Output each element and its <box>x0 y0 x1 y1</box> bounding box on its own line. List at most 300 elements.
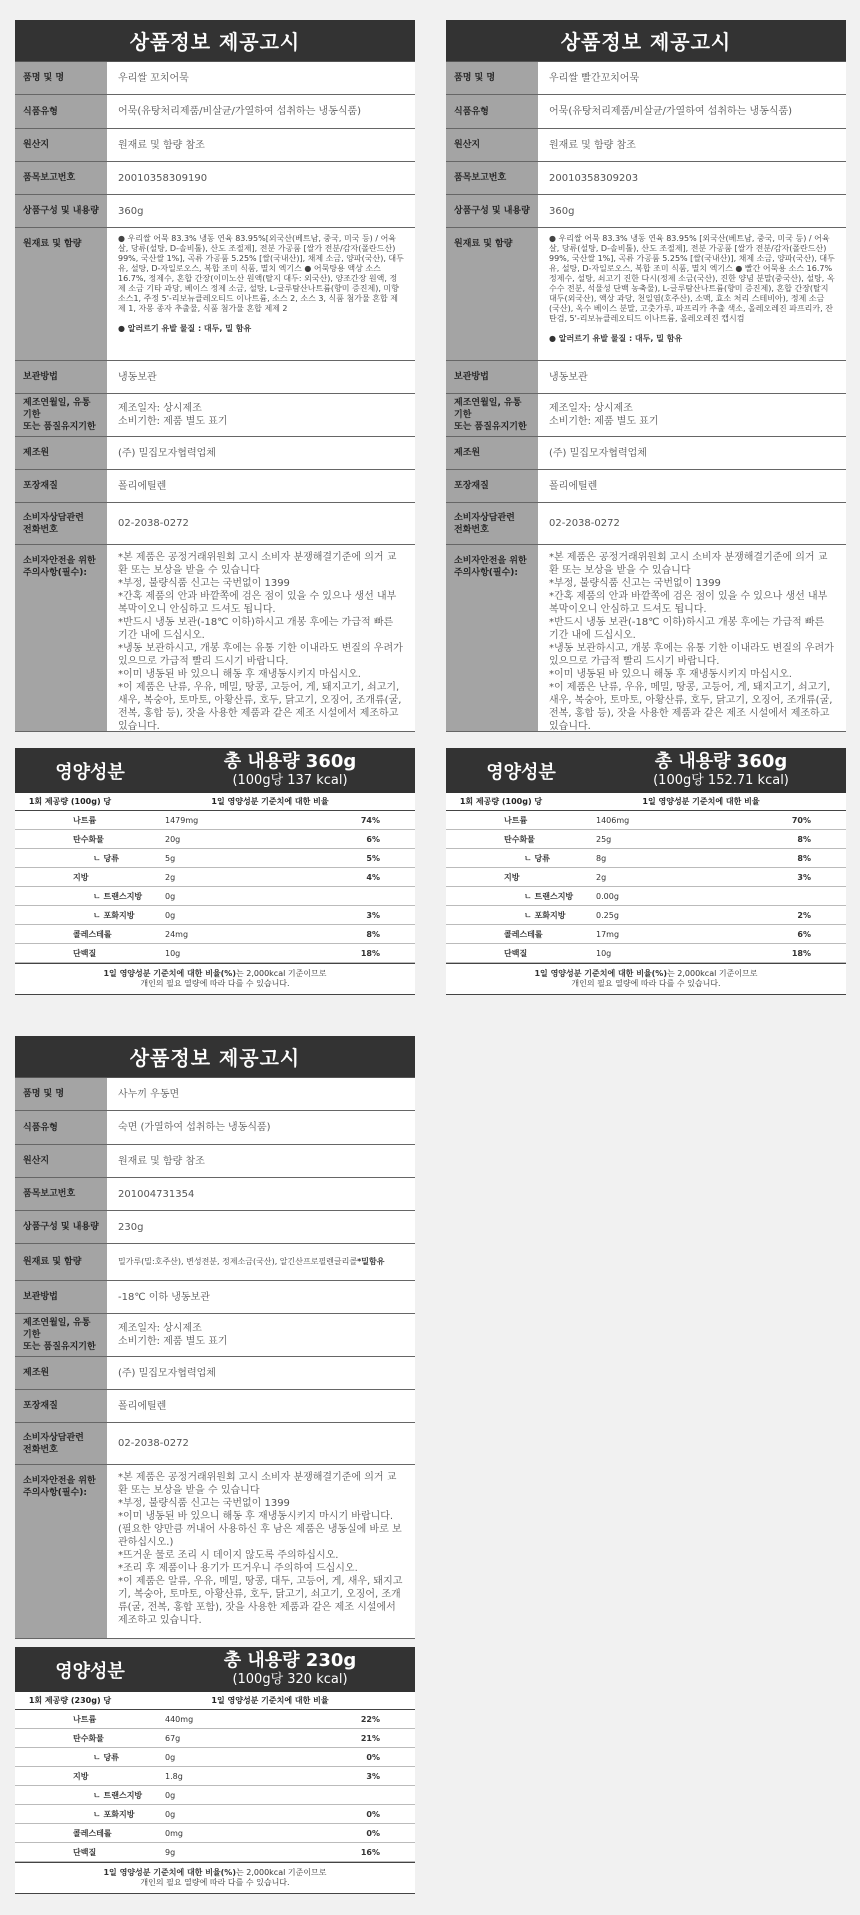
value-date <box>107 1314 415 1356</box>
info-title: 상품정보 제공고시 <box>15 20 415 61</box>
footnote-rest: 는 2,000kcal 기준이므로 <box>235 1868 327 1877</box>
product-info-panel-2 <box>446 20 846 732</box>
caution-line: *본 제품은 공정거래위원회 고시 소비자 분쟁해결기준에 의거 교환 또는 보상을 받을 수 있습니다 <box>118 1472 397 1496</box>
nutrient-name: 콜레스테롤 <box>504 929 543 939</box>
label-caution-line2: 주의사항(필수): <box>454 568 518 578</box>
label-caution-line2: 주의사항(필수): <box>23 568 87 578</box>
nutrient-amount: 25g <box>596 834 612 844</box>
label-maker: 제조원 <box>15 437 107 469</box>
ingredients-text: 밀가루(밀:호주산), 변성전분, 정제소금(국산), 알긴산프로필렌글리콜 <box>118 1257 358 1266</box>
nutrient-percent: 6% <box>366 834 380 844</box>
row-origin <box>15 1145 415 1178</box>
value-name: 사누끼 우동면 <box>107 1078 415 1110</box>
nutrient-name: ㄴ 포화지방 <box>93 1809 135 1819</box>
row-pack <box>15 470 415 503</box>
nutrition-row <box>15 1748 415 1767</box>
product-info-panel-1 <box>15 20 415 732</box>
row-date <box>446 394 846 437</box>
label-date-line2: 또는 품질유지기한 <box>23 422 96 432</box>
label-cs-line2: 전화번호 <box>454 524 489 535</box>
nutrient-percent: 16% <box>360 1847 380 1857</box>
row-ingredients <box>446 228 846 361</box>
nutrient-percent: 21% <box>360 1733 380 1743</box>
date-line1: 제조일자: 상시제조 <box>118 403 202 414</box>
date-line2: 소비기한: 제품 별도 표기 <box>118 416 228 427</box>
label-type: 식품유형 <box>15 1111 107 1144</box>
label-date <box>15 394 107 436</box>
value-date <box>538 394 846 436</box>
label-cs <box>15 503 107 544</box>
nutrient-percent: 70% <box>791 815 811 825</box>
nutrient-percent: 8% <box>797 834 811 844</box>
nutrient-name: ㄴ 트랜스지방 <box>93 1790 143 1800</box>
label-qty: 상품구성 및 내용량 <box>446 195 538 227</box>
nutrient-name: ㄴ 포화지방 <box>524 910 566 920</box>
label-date <box>446 394 538 436</box>
nutrition-footnote <box>446 963 846 995</box>
caution-line: *간혹 제품의 안과 바깥쪽에 검은 점이 있을 수 있으나 생선 내부 복막이오니 안심하고 드셔도 됩니다. <box>118 591 397 615</box>
nutrition-row <box>15 811 415 830</box>
nutrient-amount: 0g <box>165 1790 176 1800</box>
label-type: 식품유형 <box>15 95 107 128</box>
nutrition-row <box>15 1710 415 1729</box>
per-calorie: (100g당 137 kcal) <box>232 772 348 788</box>
label-caution-line2: 주의사항(필수): <box>23 1488 87 1498</box>
nutrition-row <box>15 1843 415 1862</box>
caution-line: *본 제품은 공정거래위원회 고시 소비자 분쟁해결기준에 의거 교환 또는 보상을 받을 수 있습니다 <box>549 552 828 576</box>
row-date <box>15 1314 415 1357</box>
caution-line: *부정, 불량식품 신고는 국번없이 1399 <box>118 1498 290 1509</box>
nutrition-subheader <box>446 793 846 811</box>
caution-line: *부정, 불량식품 신고는 국번없이 1399 <box>549 578 721 589</box>
nutrition-rows <box>15 811 415 963</box>
nutrient-amount: 1406mg <box>596 815 630 825</box>
label-origin: 원산지 <box>446 129 538 161</box>
nutrition-row <box>15 1805 415 1824</box>
row-date <box>15 394 415 437</box>
nutrient-amount: 9g <box>165 1847 176 1857</box>
nutrient-amount: 0.00g <box>596 891 619 901</box>
label-name: 품명 및 명 <box>446 62 538 94</box>
nutrient-amount: 2g <box>165 872 176 882</box>
value-cs: 02-2038-0272 <box>107 1423 415 1464</box>
nutrient-amount: 0g <box>165 891 176 901</box>
nutrition-title: 영양성분 <box>486 761 556 783</box>
label-pack: 포장재질 <box>15 1390 107 1422</box>
footnote-rest: 는 2,000kcal 기준이므로 <box>666 969 758 978</box>
nutrient-amount: 0g <box>165 910 176 920</box>
nutrient-percent: 3% <box>797 872 811 882</box>
nutrition-rows <box>15 1710 415 1862</box>
nutrition-row <box>15 906 415 925</box>
nutrition-rows <box>446 811 846 963</box>
nutrition-row <box>15 1729 415 1748</box>
value-ingredients <box>107 228 415 360</box>
nutrient-name: 지방 <box>73 1771 89 1781</box>
label-caution-line1: 소비자안전을 위한 <box>23 556 96 566</box>
row-type <box>446 95 846 129</box>
caution-line: *이미 냉동된 바 있으니 해동 후 재냉동시키지 마십시오. <box>118 669 361 680</box>
nutrient-amount: 0g <box>165 1809 176 1819</box>
label-caution <box>446 545 538 731</box>
label-name: 품명 및 명 <box>15 62 107 94</box>
label-maker: 제조원 <box>15 1357 107 1389</box>
nutrition-row <box>15 1767 415 1786</box>
label-cs-line1: 소비자상담관련 <box>23 1432 84 1443</box>
footnote-line2: 개인의 필요 열량에 따라 다를 수 있습니다. <box>140 979 290 988</box>
nutrition-header <box>15 1647 415 1692</box>
nutrient-name: 단백질 <box>73 1847 97 1857</box>
nutrition-title: 영양성분 <box>55 1660 125 1682</box>
per-calorie: (100g당 152.71 kcal) <box>653 772 789 788</box>
row-type <box>15 95 415 129</box>
nutrition-row <box>446 868 846 887</box>
caution-line: *냉동 보관하시고, 개봉 후에는 유통 기한 이내라도 변질의 우려가 있으므로 가급적 빨리 드시기 바랍니다. <box>118 643 403 667</box>
nutrient-name: 탄수화물 <box>504 834 535 844</box>
nutrient-percent: 74% <box>360 815 380 825</box>
nutrition-row <box>15 944 415 963</box>
nutrient-percent: 6% <box>797 929 811 939</box>
nutrition-subheader <box>15 793 415 811</box>
nutrition-row <box>446 925 846 944</box>
nutrient-name: ㄴ 당류 <box>93 1752 119 1762</box>
value-report: 20010358309203 <box>538 162 846 194</box>
value-type: 숙면 (가열하여 섭취하는 냉동식품) <box>107 1111 415 1144</box>
value-maker: (주) 밀집모자협력업체 <box>107 437 415 469</box>
nutrient-amount: 24mg <box>165 929 189 939</box>
label-caution-line1: 소비자안전을 위한 <box>454 556 527 566</box>
row-maker <box>15 437 415 470</box>
nutrient-amount: 1479mg <box>165 815 199 825</box>
label-caution <box>15 545 107 731</box>
nutrition-footnote <box>15 963 415 995</box>
label-pack: 포장재질 <box>15 470 107 502</box>
footnote-bold: 1일 영양성분 기준치에 대한 비율(%) <box>103 969 236 978</box>
serving-label: 1회 제공량 (230g) 당 <box>28 1696 112 1705</box>
nutrient-name: 콜레스테롤 <box>73 1828 112 1838</box>
footnote-line2: 개인의 필요 열량에 따라 다를 수 있습니다. <box>140 1878 290 1887</box>
label-ingredients: 원재료 및 함량 <box>15 228 107 360</box>
label-report: 품목보고번호 <box>446 162 538 194</box>
nutrition-row <box>15 925 415 944</box>
caution-line: *조리 후 제품이나 용기가 뜨거우니 주의하여 드십시오. <box>118 1563 358 1574</box>
nutrient-percent: 2% <box>797 910 811 920</box>
nutrient-name: 탄수화물 <box>73 834 104 844</box>
footnote-rest: 는 2,000kcal 기준이므로 <box>235 969 327 978</box>
caution-line: *이미 냉동된 바 있으니 해동 후 재냉동시키지 마시기 바랍니다. (필요한 양만큼 꺼내어 사용하신 후 남은 제품은 냉동실에 바로 보관하십시오.) <box>118 1511 402 1548</box>
row-maker <box>15 1357 415 1390</box>
label-cs-line1: 소비자상담관련 <box>454 512 515 523</box>
nutrition-row <box>446 811 846 830</box>
label-date-line1: 제조연월일, 유통기한 <box>23 398 91 420</box>
nutrition-row <box>15 887 415 906</box>
nutrition-row <box>446 887 846 906</box>
total-amount: 총 내용량 230g <box>223 1649 357 1671</box>
nutrient-name: ㄴ 트랜스지방 <box>93 891 143 901</box>
nutrition-table-3 <box>15 1647 415 1894</box>
row-qty <box>446 195 846 228</box>
label-caution <box>15 1465 107 1638</box>
nutrient-amount: 8g <box>596 853 607 863</box>
row-ingredients <box>15 1244 415 1281</box>
value-storage: 냉동보관 <box>107 361 415 393</box>
nutrition-total <box>596 752 846 790</box>
row-name <box>15 62 415 95</box>
total-amount: 총 내용량 360g <box>223 750 357 772</box>
caution-line: *간혹 제품의 안과 바깥쪽에 검은 점이 있을 수 있으나 생선 내부 복막이오니 안심하고 드셔도 됩니다. <box>549 591 828 615</box>
serving-label: 1회 제공량 (100g) 당 <box>459 797 543 806</box>
footnote-bold: 1일 영양성분 기준치에 대한 비율(%) <box>534 969 667 978</box>
caution-line: *본 제품은 공정거래위원회 고시 소비자 분쟁해결기준에 의거 교환 또는 보상을 받을 수 있습니다 <box>118 552 397 576</box>
label-date <box>15 1314 107 1356</box>
row-caution <box>15 545 415 732</box>
caution-line: *이미 냉동된 바 있으니 해동 후 재냉동시키지 마십시오. <box>549 669 792 680</box>
nutrient-name: 단백질 <box>73 948 97 958</box>
nutrition-row <box>446 944 846 963</box>
label-storage: 보관방법 <box>446 361 538 393</box>
ingredients-text: ● 우리쌀 어묵 83.3% 냉동 연육 83.95%[외국산(베트남, 중국, 미국 등) / 어육살, 당류(설탕, D-솔비톨), 산도 조절제], 전분 가공품 [쌀가 전분/감자(폴란드산) 99%, 국산쌀 1%], 곡류 가공품 5.25% [쌀(국내산)], 채제 소금, 양파(국산), 대두유, 설탕, D-자일로오스, 복합 조미 식품, 멸치 엑기스 ● 어묵탕용 액상 소스 16.7%, 정제수, 혼합 간장(이미노산 원액(탈지 대두: 외국산), 양조간장 원액, 정제 소금 기타 과당, 베이스 정제 소금, 설탕, L-글루탐산나트륨(향미 증진제), 미향 소스1, 주정 5'-리보뉴클레오티드 이나트륨, 소스 2, 소스 3, 식품 첨가물 혼합 제제 1, 자몽 종자 추출물, 식품 첨가물 혼합 제제 2 <box>118 234 404 313</box>
row-cs <box>15 1423 415 1465</box>
nutrient-amount: 67g <box>165 1733 181 1743</box>
value-qty: 230g <box>107 1211 415 1243</box>
nutrient-percent: 0% <box>366 1752 380 1762</box>
value-storage: 냉동보관 <box>538 361 846 393</box>
value-pack: 폴리에틸렌 <box>538 470 846 502</box>
nutrient-amount: 1.8g <box>165 1771 183 1781</box>
nutrition-row <box>446 906 846 925</box>
label-cs-line2: 전화번호 <box>23 524 58 535</box>
nutrient-name: 나트륨 <box>504 815 528 825</box>
value-qty: 360g <box>107 195 415 227</box>
value-caution <box>107 545 415 731</box>
row-name <box>15 1078 415 1111</box>
row-report <box>446 162 846 195</box>
footnote-line2: 개인의 필요 열량에 따라 다를 수 있습니다. <box>571 979 721 988</box>
value-origin: 원재료 및 함량 참조 <box>107 1145 415 1177</box>
nutrient-percent: 5% <box>366 853 380 863</box>
caution-line: *이 제품은 알류, 우유, 메밀, 땅콩, 대두, 고등어, 게, 새우, 돼지고기, 복숭아, 토마토, 아황산류, 호두, 닭고기, 쇠고기, 오징어, 조개류(굴, 전복, 홍합 포함), 잣을 사용한 제품과 같은 제조 시설에서 제조하고 있습니다. <box>118 1576 403 1626</box>
caution-line: *이 제품은 난류, 우유, 메밀, 땅콩, 고등어, 게, 돼지고기, 쇠고기, 새우, 복숭아, 토마토, 아황산류, 호두, 닭고기, 오징어, 조개류(굴, 전복, 홍합 등), 잣을 사용한 제품과 같은 제조 시설에서 제조하고 있습니다. <box>549 682 833 732</box>
row-qty <box>15 1211 415 1244</box>
nutrient-percent: 0% <box>366 1809 380 1819</box>
nutrient-name: 지방 <box>504 872 520 882</box>
nutrition-row <box>15 1824 415 1843</box>
serving-label: 1회 제공량 (100g) 당 <box>28 797 112 806</box>
nutrient-amount: 0.25g <box>596 910 619 920</box>
row-origin <box>446 129 846 162</box>
value-report: 201004731354 <box>107 1178 415 1210</box>
product-info-panel-3 <box>15 1036 415 1639</box>
value-name: 우리쌀 꼬치어묵 <box>107 62 415 94</box>
allergy-text: ● 알러르기 유발 물질 : 대두, 밀 함유 <box>549 334 683 343</box>
value-caution <box>538 545 846 731</box>
value-pack: 폴리에틸렌 <box>107 1390 415 1422</box>
value-date <box>107 394 415 436</box>
nutrition-footnote <box>15 1862 415 1894</box>
nutrient-percent: 3% <box>366 910 380 920</box>
nutrient-amount: 440mg <box>165 1714 194 1724</box>
nutrient-name: 콜레스테롤 <box>73 929 112 939</box>
ingredients-text: ● 우리쌀 어묵 83.3% 냉동 연육 83.95% [외국산(베트남, 중국, 미국 등) / 어육살, 당류(설탕, D-솔비톨), 산도 조절제], 전분 가공품 [쌀가 전분/감자(폴란드산) 99%, 국산쌀 1%], 곡류 가공품 5.25% [쌀(국내산)], 채제 소금, 양파(국산), 대두유, 설탕, D-자일로오스, 복합 조미 식품, 멸치 엑기스 ● 빨간 어묵용 소스 16.7% 정제수, 설탕, 쇠고기 진한 다시(정제 소금(국산), 진한 양념 분말(중국산), 설탕, 옥수수 전분, 석물성 단백 농축물), L-글루탐산나트륨(향미 증진제), 혼합 간장(탈지 대두(외국산), 액상 과당, 천일염(호주산), 소맥, 효소 처리 스테비아), 정제 소금(국산), 옥수 베이스 분말, 고춧가루, 파프리카 추출 색소, 올레오레진 파프리카, 잔탄검, 5'-리보뉴클레오티드 이나트륨, 올레오레진 캡시컴 <box>549 234 835 323</box>
label-storage: 보관방법 <box>15 1281 107 1313</box>
value-pack: 폴리에틸렌 <box>107 470 415 502</box>
value-maker: (주) 밀집모자협력업체 <box>538 437 846 469</box>
label-qty: 상품구성 및 내용량 <box>15 1211 107 1243</box>
daily-value-label: 1일 영양성분 기준치에 대한 비율 <box>211 797 329 806</box>
caution-line: *반드시 냉동 보관(-18℃ 이하)하시고 개봉 후에는 가급적 빠른 기간 내에 드십시오. <box>549 617 825 641</box>
nutrition-row <box>15 849 415 868</box>
date-line1: 제조일자: 상시제조 <box>549 403 633 414</box>
nutrition-header <box>15 748 415 793</box>
nutrition-row <box>446 830 846 849</box>
nutrient-name: 탄수화물 <box>73 1733 104 1743</box>
date-line2: 소비기한: 제품 별도 표기 <box>118 1336 228 1347</box>
value-cs: 02-2038-0272 <box>538 503 846 544</box>
nutrition-header <box>446 748 846 793</box>
value-qty: 360g <box>538 195 846 227</box>
row-pack <box>15 1390 415 1423</box>
nutrition-table-1 <box>15 748 415 995</box>
nutrient-percent: 4% <box>366 872 380 882</box>
nutrient-name: 나트륨 <box>73 815 97 825</box>
value-name: 우리쌀 빨간꼬치어묵 <box>538 62 846 94</box>
date-line1: 제조일자: 상시제조 <box>118 1323 202 1334</box>
label-report: 품목보고번호 <box>15 162 107 194</box>
label-origin: 원산지 <box>15 1145 107 1177</box>
label-cs-line1: 소비자상담관련 <box>23 512 84 523</box>
nutrition-row <box>15 1786 415 1805</box>
nutrient-percent: 18% <box>360 948 380 958</box>
nutrient-amount: 20g <box>165 834 181 844</box>
value-type: 어묵(유탕처리제품/비살균/가열하여 섭취하는 냉동식품) <box>107 95 415 128</box>
caution-line: *반드시 냉동 보관(-18℃ 이하)하시고 개봉 후에는 가급적 빠른 기간 내에 드십시오. <box>118 617 394 641</box>
row-qty <box>15 195 415 228</box>
row-storage <box>15 361 415 394</box>
value-cs: 02-2038-0272 <box>107 503 415 544</box>
date-line2: 소비기한: 제품 별도 표기 <box>549 416 659 427</box>
nutrient-name: 지방 <box>73 872 89 882</box>
row-pack <box>446 470 846 503</box>
row-cs <box>15 503 415 545</box>
row-type <box>15 1111 415 1145</box>
label-pack: 포장재질 <box>446 470 538 502</box>
label-ingredients: 원재료 및 함량 <box>15 1244 107 1280</box>
nutrient-amount: 5g <box>165 853 176 863</box>
label-cs <box>15 1423 107 1464</box>
row-caution <box>446 545 846 732</box>
nutrition-total <box>165 1651 415 1689</box>
info-table <box>15 1077 415 1639</box>
nutrient-percent: 0% <box>366 1828 380 1838</box>
label-qty: 상품구성 및 내용량 <box>15 195 107 227</box>
label-storage: 보관방법 <box>15 361 107 393</box>
label-cs <box>446 503 538 544</box>
nutrient-amount: 10g <box>165 948 181 958</box>
row-origin <box>15 129 415 162</box>
nutrient-amount: 0g <box>165 1752 176 1762</box>
value-caution <box>107 1465 415 1638</box>
nutrition-table-2 <box>446 748 846 995</box>
nutrient-name: ㄴ 당류 <box>93 853 119 863</box>
nutrient-name: 나트륨 <box>73 1714 97 1724</box>
nutrient-name: ㄴ 포화지방 <box>93 910 135 920</box>
label-date-line1: 제조연월일, 유통기한 <box>23 1318 91 1340</box>
nutrition-row <box>446 849 846 868</box>
value-origin: 원재료 및 함량 참조 <box>538 129 846 161</box>
nutrient-amount: 10g <box>596 948 612 958</box>
label-origin: 원산지 <box>15 129 107 161</box>
nutrient-name: 단백질 <box>504 948 528 958</box>
label-date-line2: 또는 품질유지기한 <box>454 422 527 432</box>
nutrient-percent: 22% <box>360 1714 380 1724</box>
info-table <box>446 61 846 732</box>
caution-line: *이 제품은 난류, 우유, 메밀, 땅콩, 고등어, 게, 돼지고기, 쇠고기, 새우, 복숭아, 토마토, 아황산류, 호두, 닭고기, 오징어, 조개류(굴, 전복, 홍합 등), 잣을 사용한 제품과 같은 제조 시설에서 제조하고 있습니다. <box>118 682 402 732</box>
nutrient-name: ㄴ 당류 <box>524 853 550 863</box>
value-origin: 원재료 및 함량 참조 <box>107 129 415 161</box>
daily-value-label: 1일 영양성분 기준치에 대한 비율 <box>642 797 760 806</box>
nutrition-row <box>15 830 415 849</box>
value-type: 어묵(유탕처리제품/비살균/가열하여 섭취하는 냉동식품) <box>538 95 846 128</box>
nutrition-subheader <box>15 1692 415 1710</box>
label-caution-line1: 소비자안전을 위한 <box>23 1476 96 1486</box>
label-name: 품명 및 명 <box>15 1078 107 1110</box>
label-date-line2: 또는 품질유지기한 <box>23 1342 96 1352</box>
label-ingredients: 원재료 및 함량 <box>446 228 538 360</box>
row-report <box>15 162 415 195</box>
row-cs <box>446 503 846 545</box>
label-cs-line2: 전화번호 <box>23 1444 58 1455</box>
row-name <box>446 62 846 95</box>
label-date-line1: 제조연월일, 유통기한 <box>454 398 522 420</box>
row-maker <box>446 437 846 470</box>
info-title: 상품정보 제공고시 <box>446 20 846 61</box>
row-ingredients <box>15 228 415 361</box>
footnote-bold: 1일 영양성분 기준치에 대한 비율(%) <box>103 1868 236 1877</box>
nutrition-total <box>165 752 415 790</box>
nutrient-amount: 17mg <box>596 929 620 939</box>
nutrient-percent: 8% <box>797 853 811 863</box>
total-amount: 총 내용량 360g <box>654 750 788 772</box>
info-table <box>15 61 415 732</box>
daily-value-label: 1일 영양성분 기준치에 대한 비율 <box>211 1696 329 1705</box>
label-type: 식품유형 <box>446 95 538 128</box>
value-ingredients <box>107 1244 415 1280</box>
label-report: 품목보고번호 <box>15 1178 107 1210</box>
nutrition-title: 영양성분 <box>55 761 125 783</box>
row-storage <box>15 1281 415 1314</box>
nutrient-amount: 2g <box>596 872 607 882</box>
nutrient-percent: 3% <box>366 1771 380 1781</box>
allergy-text: ● 알러르기 유발 물질 : 대두, 밀 함유 <box>118 324 252 333</box>
nutrient-name: ㄴ 트랜스지방 <box>524 891 574 901</box>
nutrient-amount: 0mg <box>165 1828 183 1838</box>
row-report <box>15 1178 415 1211</box>
value-maker: (주) 밀집모자협력업체 <box>107 1357 415 1389</box>
caution-line: *부정, 불량식품 신고는 국번없이 1399 <box>118 578 290 589</box>
value-report: 20010358309190 <box>107 162 415 194</box>
label-maker: 제조원 <box>446 437 538 469</box>
row-caution <box>15 1465 415 1639</box>
caution-line: *냉동 보관하시고, 개봉 후에는 유통 기한 이내라도 변질의 우려가 있으므로 가급적 빨리 드시기 바랍니다. <box>549 643 834 667</box>
caution-line: *뜨거운 물로 조리 시 데이지 않도록 주의하십시오. <box>118 1550 339 1561</box>
nutrient-percent: 18% <box>791 948 811 958</box>
nutrient-percent: 8% <box>366 929 380 939</box>
per-calorie: (100g당 320 kcal) <box>232 1671 348 1687</box>
value-storage: -18℃ 이하 냉동보관 <box>107 1281 415 1313</box>
info-title: 상품정보 제공고시 <box>15 1036 415 1077</box>
value-ingredients <box>538 228 846 360</box>
row-storage <box>446 361 846 394</box>
